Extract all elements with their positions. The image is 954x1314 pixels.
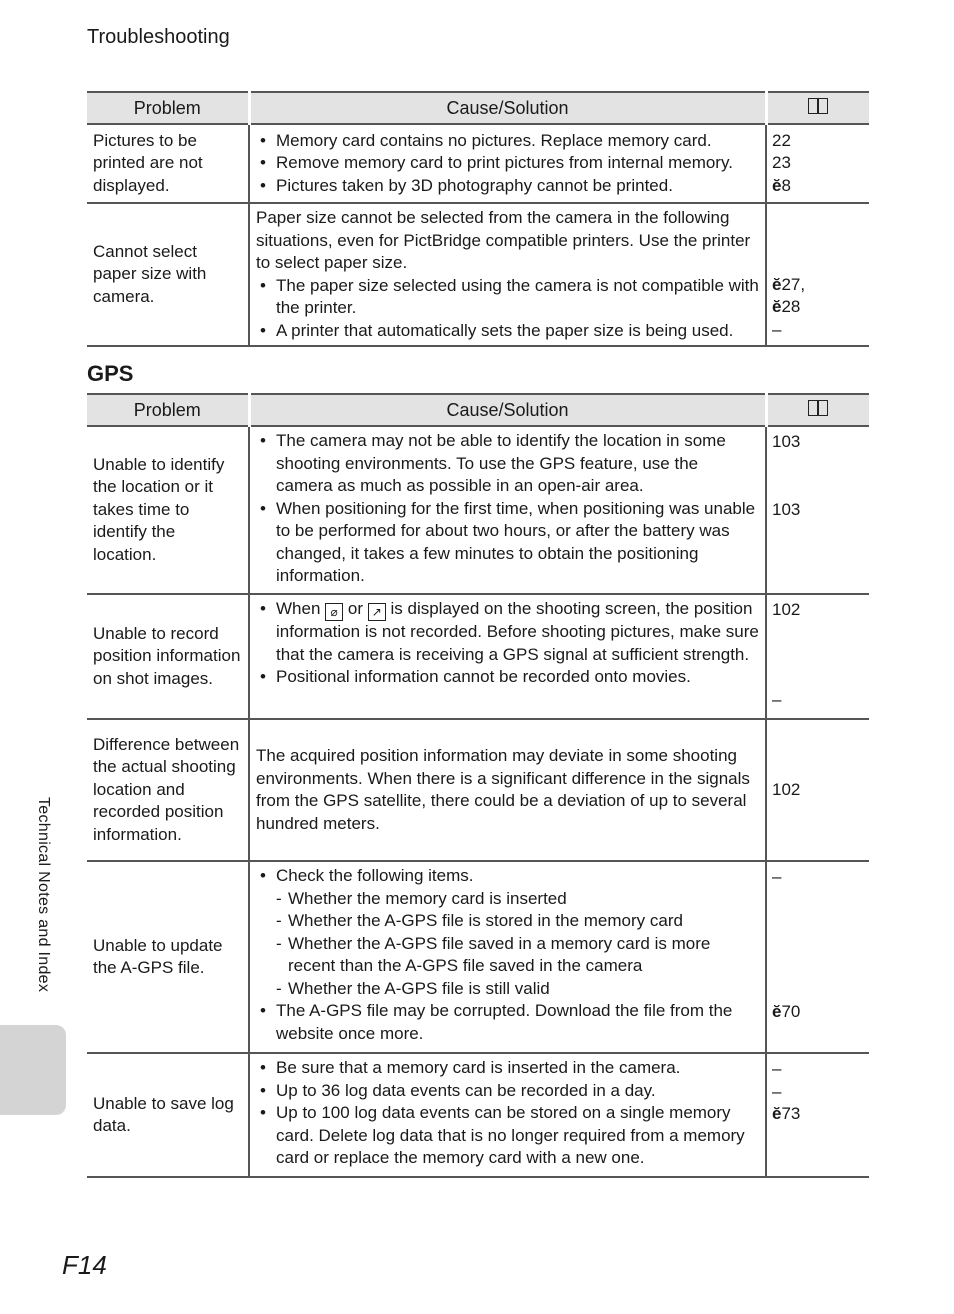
list-item: - Whether the memory card is inserted: [256, 888, 759, 911]
page-ref: 8: [781, 175, 791, 195]
side-tab: [0, 1025, 66, 1115]
reference-cell: [766, 124, 869, 203]
list-item: • Up to 100 log data events can be stored on a single memory card. Delete log data that is no longer required from a memory card or replace the memory card with a new one.: [256, 1102, 759, 1170]
list-item: • Positional information cannot be recorded onto movies.: [256, 666, 759, 689]
page-ref: 73: [781, 1104, 801, 1123]
e-reference-icon: ĕ: [772, 1001, 782, 1021]
reference-cell: [766, 426, 869, 594]
table-row: [87, 203, 869, 346]
cause-solution-cell: The acquired position information may deviate in some shooting environments. When there is a significant difference in the signals from the GPS satellite, there could be a deviation of up to several hundred meters.: [249, 719, 766, 861]
e-reference-icon: ĕ: [772, 297, 782, 316]
page-ref: –: [772, 689, 782, 709]
page-ref: –: [772, 319, 782, 339]
list-item: • The camera may not be able to identify the location in some shooting environments. To use the GPS feature, use the camera as much as possible in an open-air area.: [256, 430, 759, 498]
page-ref: –: [772, 1059, 782, 1078]
list-item: • Be sure that a memory card is inserted in the camera.: [256, 1057, 759, 1080]
table-row: [87, 426, 869, 594]
table-row: [87, 124, 869, 203]
list-item: - Whether the A-GPS file is still valid: [256, 978, 759, 1001]
cause-solution-column-header: Cause/Solution: [249, 92, 766, 124]
page-ref: 22: [772, 130, 791, 150]
reference-cell: [766, 719, 869, 861]
table-row: [87, 1053, 869, 1177]
reference-cell: [766, 861, 869, 1053]
list-item: • The paper size selected using the camera is not compatible with the printer.: [256, 275, 759, 320]
problem-cell: Unable to save log data.: [87, 1053, 249, 1177]
gps-no-signal-icon: ⌀: [325, 603, 343, 621]
cause-solution-cell: [249, 203, 766, 346]
page-number: F14: [62, 1250, 107, 1280]
list-item: • When positioning for the first time, when positioning was unable to be performed for about two hours, or after the battery was changed, it takes a few minutes to obtain the positioning information.: [256, 498, 759, 588]
f-section-icon: F: [62, 1250, 78, 1280]
reference-cell: [766, 594, 869, 719]
problem-column-header: Problem: [87, 394, 249, 426]
page-ref: 27,: [781, 274, 806, 294]
page-ref: 102: [772, 779, 801, 799]
problem-column-header: Problem: [87, 92, 249, 124]
problem-cell: Difference between the actual shooting location and recorded position information.: [87, 719, 249, 861]
table-header-row: [87, 394, 869, 426]
table-row: [87, 719, 869, 861]
cause-solution-cell: [249, 124, 766, 203]
table-row: [87, 594, 869, 719]
page-header: Troubleshooting: [87, 26, 230, 48]
cause-solution-cell: [249, 1053, 766, 1177]
cause-solution-cell: [249, 861, 766, 1053]
page-ref: 28: [781, 297, 801, 316]
problem-cell: Cannot select paper size with camera.: [87, 203, 249, 346]
page-ref: 23: [772, 153, 791, 173]
problem-cell: Unable to record position information on shot images.: [87, 594, 249, 719]
table-header-row: [87, 92, 869, 124]
page-ref: –: [772, 1081, 782, 1101]
table-row: [87, 861, 869, 1053]
list-item: • Check the following items.: [256, 865, 759, 888]
reference-cell: [766, 1053, 869, 1177]
page-ref: –: [772, 867, 782, 886]
list-item: • Pictures taken by 3D photography cannot be printed.: [256, 175, 759, 198]
list-item: - Whether the A-GPS file is stored in the memory card: [256, 910, 759, 933]
section-title: GPS: [87, 361, 134, 386]
cause-solution-column-header: Cause/Solution: [249, 394, 766, 426]
printing-troubleshooting-table: [87, 91, 869, 347]
page-ref: 103: [772, 432, 801, 451]
e-reference-icon: ĕ: [772, 274, 782, 294]
e-reference-icon: ĕ: [772, 1104, 782, 1123]
cause-intro-text: Paper size cannot be selected from the camera in the following situations, even for PictBridge compatible printers. Use the printer to select paper size.: [256, 208, 751, 272]
gps-signal-icon: ↗: [368, 603, 386, 621]
problem-cell: Pictures to be printed are not displayed.: [87, 124, 249, 203]
cause-solution-cell: [249, 594, 766, 719]
cause-solution-cell: [249, 426, 766, 594]
list-item: • Memory card contains no pictures. Replace memory card.: [256, 130, 759, 153]
book-icon: [808, 400, 828, 416]
page-ref: 70: [781, 1001, 801, 1021]
reference-cell: [766, 203, 869, 346]
gps-troubleshooting-table: [87, 393, 869, 1178]
reference-column-header: [766, 394, 869, 426]
list-item: - Whether the A-GPS file saved in a memory card is more recent than the A-GPS file saved in the camera: [256, 933, 759, 978]
list-item: • The A-GPS file may be corrupted. Download the file from the website once more.: [256, 1000, 759, 1045]
page-ref: 103: [772, 499, 801, 519]
reference-column-header: [766, 92, 869, 124]
list-item: • A printer that automatically sets the paper size is being used.: [256, 320, 759, 343]
side-section-label: Technical Notes and Index: [35, 797, 52, 993]
list-item: • Up to 36 log data events can be recorded in a day.: [256, 1080, 759, 1103]
problem-cell: Unable to update the A-GPS file.: [87, 861, 249, 1053]
page-ref: 102: [772, 600, 801, 619]
book-icon: [808, 98, 828, 114]
problem-cell: Unable to identify the location or it takes time to identify the location.: [87, 426, 249, 594]
list-item: • When ⌀ or ↗ is displayed on the shooting screen, the position information is not recorded. Before shooting pictures, make sure that the camera is receiving a GPS signal at sufficient strength.: [256, 598, 759, 666]
list-item: • Remove memory card to print pictures from internal memory.: [256, 152, 759, 175]
e-reference-icon: ĕ: [772, 175, 782, 195]
